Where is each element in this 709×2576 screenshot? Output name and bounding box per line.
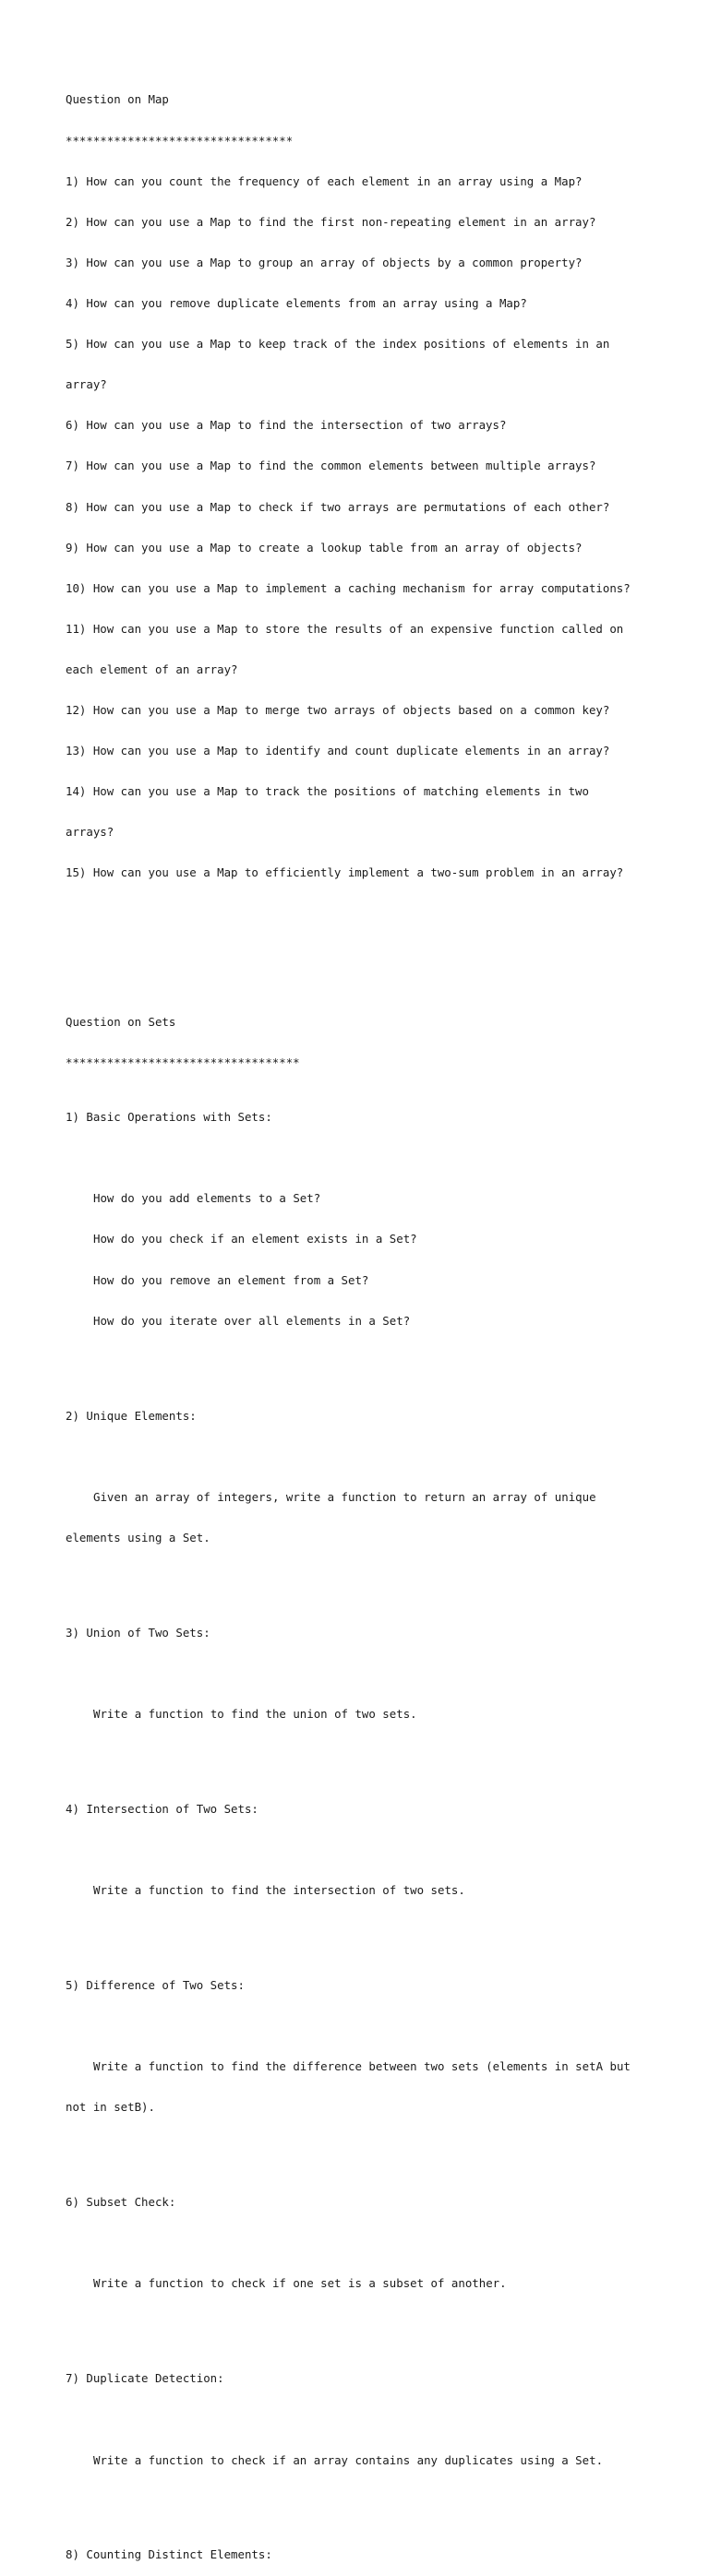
sets-question-body: Write a function to check if an array contains any duplicates using a Set. <box>93 2452 604 2467</box>
map-question-line: array? <box>66 377 107 392</box>
sets-question-item: How do you add elements to a Set? <box>93 1191 321 1206</box>
sets-question-title: 7) Duplicate Detection: <box>66 2371 224 2386</box>
sets-question-body: Write a function to find the union of two sets. <box>93 1706 417 1721</box>
map-question-line: 3) How can you use a Map to group an array of objects by a common property? <box>66 255 583 269</box>
document-body <box>66 66 656 2576</box>
sets-question-body: Write a function to find the difference between two sets (elements in setA but <box>93 2059 631 2074</box>
map-question-line: 1) How can you count the frequency of each element in an array using a Map? <box>66 173 583 188</box>
map-question-line: 6) How can you use a Map to find the intersection of two arrays? <box>66 418 507 433</box>
blank-line <box>66 921 656 935</box>
sets-section-heading: Question on Sets <box>66 1015 176 1030</box>
blank-line <box>66 1450 656 1464</box>
sets-question-item: How do you check if an element exists in a Set? <box>93 1232 417 1246</box>
blank-line <box>66 1667 656 1681</box>
blank-line <box>66 2236 656 2250</box>
map-question-line: 8) How can you use a Map to check if two arrays are permutations of each other? <box>66 499 610 514</box>
sets-question-body: Write a function to check if one set is a subset of another. <box>93 2276 507 2291</box>
map-question-line: arrays? <box>66 825 114 840</box>
sets-question-body: not in setB). <box>66 2100 155 2115</box>
sets-question-title: 6) Subset Check: <box>66 2195 176 2210</box>
blank-line <box>66 2141 656 2155</box>
sets-question-title: 2) Unique Elements: <box>66 1408 197 1423</box>
map-question-line: 15) How can you use a Map to efficiently implement a two-sum problem in an array? <box>66 865 624 880</box>
blank-line <box>66 1355 656 1369</box>
blank-line <box>66 2319 656 2332</box>
map-question-line: 4) How can you remove duplicate elements from an array using a Map? <box>66 295 527 310</box>
blank-line <box>66 2495 656 2509</box>
map-question-line: 7) How can you use a Map to find the common elements between multiple arrays? <box>66 459 596 473</box>
blank-line <box>66 1748 656 1762</box>
sets-question-item: How do you iterate over all elements in a Set? <box>93 1313 411 1328</box>
map-question-line: 14) How can you use a Map to track the positions of matching elements in two <box>66 784 589 799</box>
sets-question-body: Write a function to find the intersection of two sets. <box>93 1883 465 1898</box>
blank-line <box>66 1572 656 1586</box>
map-question-line: 9) How can you use a Map to create a lookup table from an array of objects? <box>66 540 583 555</box>
sets-question-title: 5) Difference of Two Sets: <box>66 1977 245 1992</box>
blank-line <box>66 1843 656 1857</box>
map-question-line: 5) How can you use a Map to keep track of the index positions of elements in an <box>66 337 610 352</box>
blank-line <box>66 1151 656 1165</box>
blank-line <box>66 1925 656 1938</box>
map-question-line: 2) How can you use a Map to find the first non-repeating element in an array? <box>66 214 596 229</box>
sets-question-title: 4) Intersection of Two Sets: <box>66 1801 258 1816</box>
sets-question-item: How do you remove an element from a Set? <box>93 1272 369 1287</box>
sets-section-rule: ********************************** <box>66 1055 300 1070</box>
sets-question-title: 1) Basic Operations with Sets: <box>66 1110 272 1125</box>
map-question-line: each element of an array? <box>66 662 238 676</box>
sets-question-body: elements using a Set. <box>66 1530 210 1544</box>
map-section-rule: ********************************* <box>66 133 294 148</box>
blank-line <box>66 2413 656 2427</box>
map-question-line: 12) How can you use a Map to merge two arrays of objects based on a common key? <box>66 703 610 718</box>
blank-line <box>66 2020 656 2033</box>
blank-line <box>66 961 656 975</box>
map-section-heading: Question on Map <box>66 92 169 107</box>
map-question-line: 11) How can you use a Map to store the results of an expensive function called on <box>66 621 624 636</box>
sets-question-title: 3) Union of Two Sets: <box>66 1625 210 1640</box>
map-question-line: 13) How can you use a Map to identify and count duplicate elements in an array? <box>66 744 610 758</box>
map-question-line: 10) How can you use a Map to implement a caching mechanism for array computations? <box>66 580 631 595</box>
sets-question-body: Given an array of integers, write a function to return an array of unique <box>93 1489 596 1504</box>
sets-question-title: 8) Counting Distinct Elements: <box>66 2547 272 2562</box>
